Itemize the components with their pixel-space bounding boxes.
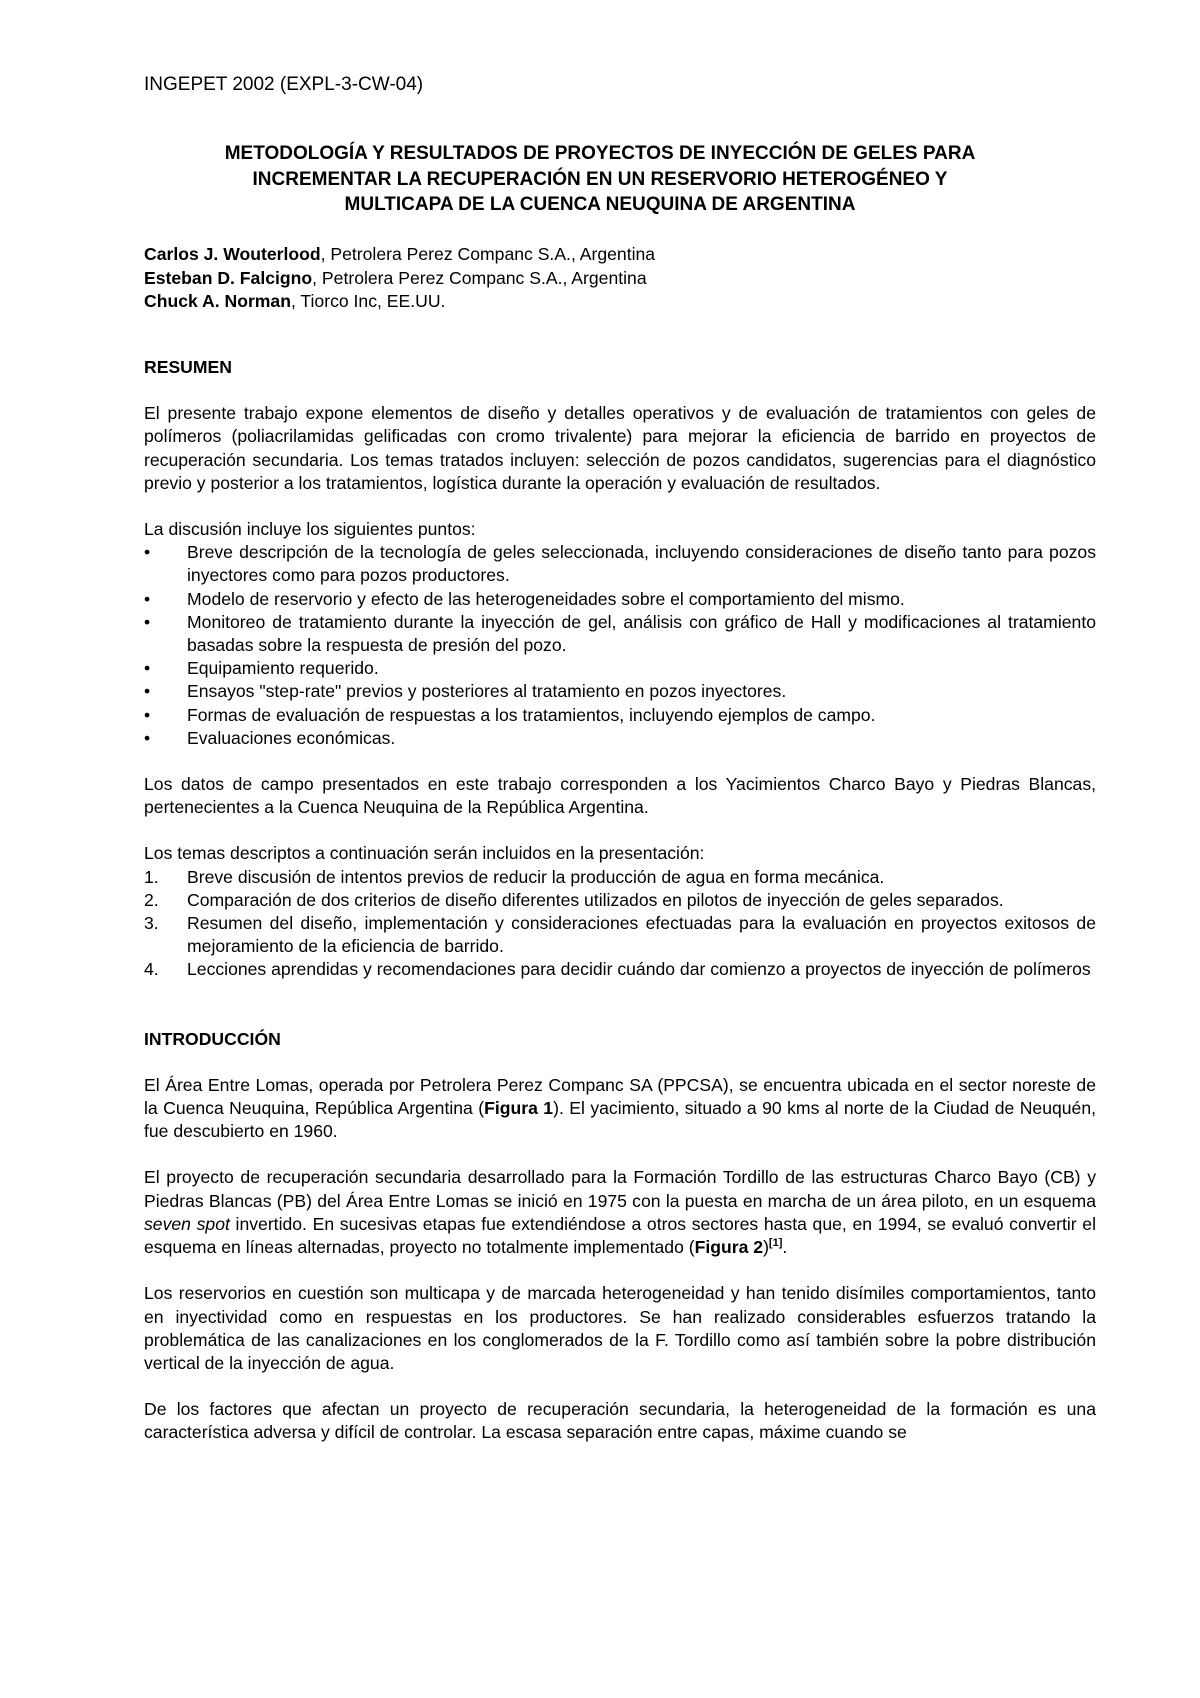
list-item xyxy=(144,727,1096,750)
section-spacer xyxy=(144,1005,1096,1028)
list-item xyxy=(144,912,1096,958)
list-item xyxy=(144,657,1096,680)
list-item-text: Modelo de reservorio y efecto de las heterogeneidades sobre el comportamiento del mismo. xyxy=(187,588,905,609)
figure-reference[interactable]: Figura 2 xyxy=(694,1237,764,1258)
list-item-text: Ensayos "step-rate" previos y posteriores al tratamiento en pozos inyectores. xyxy=(187,681,787,702)
author-entry xyxy=(144,243,655,267)
title-line: METODOLOGÍA Y RESULTADOS DE PROYECTOS DE INYECCIÓN DE GELES PARA xyxy=(224,143,976,164)
list-number: 1. xyxy=(144,866,159,887)
citation-reference[interactable]: [1] xyxy=(768,1237,783,1250)
text-run: ). El yacimiento, situado a 90 kms al norte de la Ciudad de Neuquén, fue descubierto en 1960. xyxy=(144,1098,1097,1142)
author-name: Esteban D. Falcigno xyxy=(144,267,313,288)
list-item-text: Monitoreo de tratamiento durante la inyección de gel, análisis con gráfico de Hall y modificaciones al tratamiento basadas sobre la respuesta de presión del pozo. xyxy=(187,611,1096,656)
text-run: El Área Entre Lomas, operada por Petrolera Perez Companc SA (PPCSA), se encuentra ubicada en el sector noreste de la Cuenca Neuquina, República Argentina ( xyxy=(144,1074,1096,1119)
list-item-text: Comparación de dos criterios de diseño diferentes utilizados en pilotos de inyección de geles separados. xyxy=(187,889,1004,910)
author-name: Chuck A. Norman xyxy=(144,291,291,311)
bullet-marker: • xyxy=(144,704,151,725)
list-item xyxy=(144,958,1096,981)
list-item xyxy=(144,541,1096,587)
figure-reference[interactable]: Figura 1 xyxy=(484,1098,554,1119)
list-number: 3. xyxy=(144,913,159,934)
intro-paragraph xyxy=(144,1074,1096,1144)
document-header: INGEPET 2002 (EXPL-3-CW-04) xyxy=(144,74,424,95)
list-item xyxy=(144,680,1096,703)
bullet-marker: • xyxy=(144,658,151,679)
text-run: El proyecto de recuperación secundaria desarrollado para la Formación Tordillo de las estructuras Charco Bayo (CB) y Piedras Blancas (PB) del Área Entre Lomas se inició en 1975 con la puesta en marcha de un área piloto, en un esquema xyxy=(144,1167,1096,1211)
author-entry xyxy=(144,290,655,314)
resumen-paragraph: Los datos de campo presentados en este trabajo corresponden a los Yacimientos Charco Bayo y Piedras Blancas, pertenecientes a la Cuenca Neuquina de la República Argentina. xyxy=(144,774,1096,818)
list-item-text: Formas de evaluación de respuestas a los tratamientos, incluyendo ejemplos de campo. xyxy=(187,704,876,725)
bullet-list xyxy=(144,541,1096,750)
text-run: . xyxy=(782,1237,788,1258)
bullet-marker: • xyxy=(144,588,151,609)
list-number: 2. xyxy=(144,889,159,910)
list-number: 4. xyxy=(144,959,159,980)
emphasis-text: seven spot xyxy=(144,1213,230,1234)
bullet-marker: • xyxy=(144,681,151,702)
list-item-text: Breve descripción de la tecnología de geles seleccionada, incluyendo consideraciones de diseño tanto para pozos inyectores como para pozos productores. xyxy=(187,542,1096,586)
text-run: ) xyxy=(763,1237,769,1258)
list-item-text: Lecciones aprendidas y recomendaciones para decidir cuándo dar comienzo a proyectos de inyección de polímeros xyxy=(187,959,1091,980)
document-body xyxy=(144,356,1096,1468)
list-item-text: Breve discusión de intentos previos de reducir la producción de agua en forma mecánica. xyxy=(187,866,885,887)
section-heading-resumen: RESUMEN xyxy=(144,357,232,377)
list-item-text: Resumen del diseño, implementación y consideraciones efectuadas para la evaluación en proyectos exitosos de mejoramiento de la eficiencia de barrido. xyxy=(187,913,1096,957)
list-item xyxy=(144,611,1096,657)
list-item xyxy=(144,866,1096,889)
title-line: MULTICAPA DE LA CUENCA NEUQUINA DE ARGENTINA xyxy=(344,194,856,215)
numbered-list xyxy=(144,866,1096,982)
author-affiliation: , Petrolera Perez Companc S.A., Argentina xyxy=(312,267,647,288)
section-heading-introduccion: INTRODUCCIÓN xyxy=(144,1028,281,1049)
list-item xyxy=(144,889,1096,912)
title-line: INCREMENTAR LA RECUPERACIÓN EN UN RESERVORIO HETEROGÉNEO Y xyxy=(252,168,948,190)
list-item-text: Evaluaciones económicas. xyxy=(187,727,396,748)
resumen-list-intro: La discusión incluye los siguientes puntos: xyxy=(144,519,476,540)
text-run: invertido. En sucesivas etapas fue extendiéndose a otros sectores hasta que, en 1994, se evaluó convertir el esquema en líneas alternadas, proyecto no totalmente implementado ( xyxy=(144,1213,1096,1258)
author-affiliation: , Tiorco Inc, EE.UU. xyxy=(290,291,446,311)
intro-paragraph xyxy=(144,1166,1096,1259)
author-affiliation: , Petrolera Perez Companc S.A., Argentina xyxy=(320,244,656,264)
list-item xyxy=(144,588,1096,611)
bullet-marker: • xyxy=(144,542,151,563)
bullet-marker: • xyxy=(144,611,151,632)
paper-title xyxy=(140,141,1060,218)
resumen-paragraph: El presente trabajo expone elementos de diseño y detalles operativos y de evaluación de tratamientos con geles de polímeros (poliacrilamidas gelificadas con cromo trivalente) para mejorar la eficiencia de barrido en proyectos de recuperación secundaria. Los temas tratados incluyen: selección de pozos candidatos, sugerencias para el diagnóstico previo y posterior a los tratamientos, logística durante la operación y evaluación de resultados. xyxy=(144,403,1096,493)
author-name: Carlos J. Wouterlood xyxy=(144,244,321,264)
intro-paragraph: Los reservorios en cuestión son multicapa y de marcada heterogeneidad y han tenido disímiles comportamientos, tanto en inyectividad como en respuestas en los productores. Se han realizado considerables esfuerzos tratando la problemática de las canalizaciones en los conglomerados de la F. Tordillo como así también sobre la pobre distribución vertical de la inyección de agua. xyxy=(144,1283,1096,1373)
intro-paragraph: De los factores que afectan un proyecto de recuperación secundaria, la heterogeneidad de la formación es una característica adversa y difícil de controlar. La escasa separación entre capas, máxime cuando se xyxy=(144,1399,1096,1443)
author-list xyxy=(144,243,655,314)
list-item-text: Equipamiento requerido. xyxy=(187,658,379,679)
resumen-list-intro: Los temas descriptos a continuación serán incluidos en la presentación: xyxy=(144,843,705,864)
list-item xyxy=(144,704,1096,727)
bullet-marker: • xyxy=(144,727,151,748)
author-entry xyxy=(144,267,655,291)
